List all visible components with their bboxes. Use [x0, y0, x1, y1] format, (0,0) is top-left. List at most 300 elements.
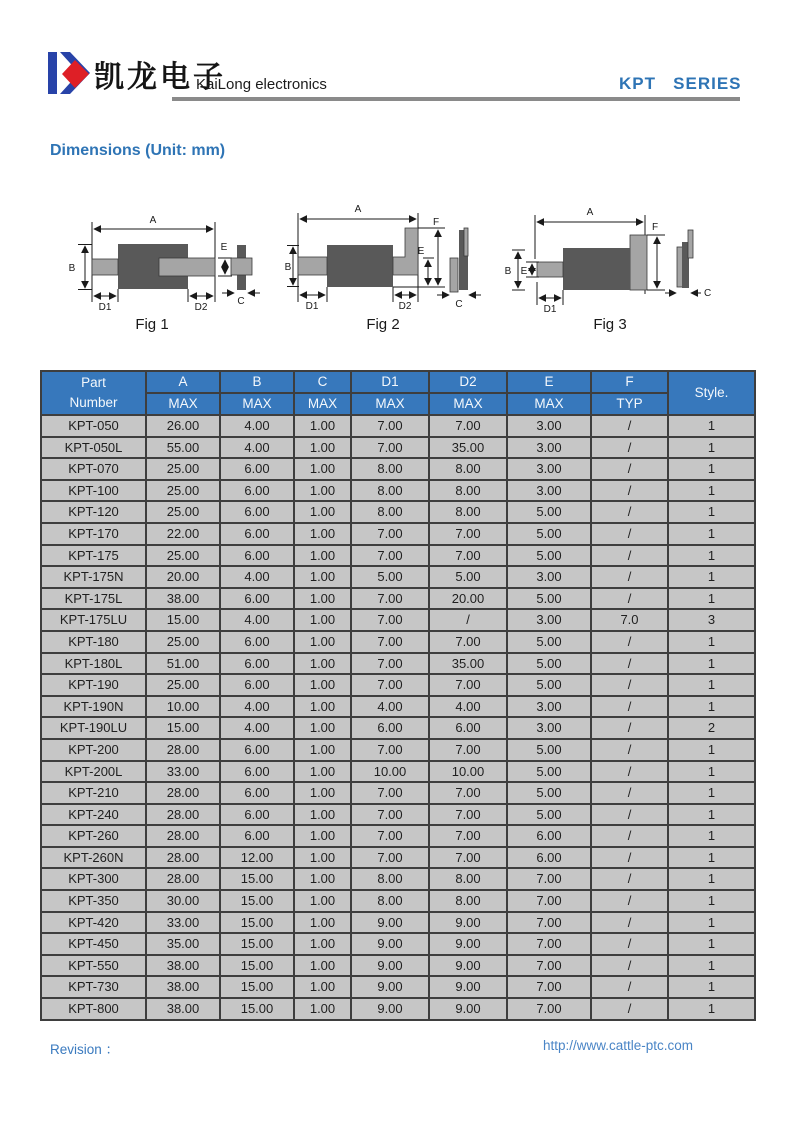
- value-cell: 3.00: [507, 566, 591, 588]
- value-cell: /: [591, 415, 668, 437]
- fig1-caption: Fig 1: [135, 316, 169, 333]
- part-number-cell: KPT-190LU: [41, 717, 146, 739]
- value-cell: 3.00: [507, 696, 591, 718]
- value-cell: 1.00: [294, 955, 351, 977]
- value-cell: 35.00: [146, 933, 220, 955]
- value-cell: /: [591, 588, 668, 610]
- value-cell: /: [591, 480, 668, 502]
- value-cell: 6.00: [220, 631, 294, 653]
- part-number-cell: KPT-260N: [41, 847, 146, 869]
- value-cell: 8.00: [351, 458, 429, 480]
- value-cell: 7.00: [429, 545, 507, 567]
- value-cell: 3.00: [507, 717, 591, 739]
- value-cell: 4.00: [220, 717, 294, 739]
- value-cell: 26.00: [146, 415, 220, 437]
- value-cell: 6.00: [220, 588, 294, 610]
- value-cell: 1: [668, 566, 755, 588]
- table-row: [41, 739, 755, 761]
- value-cell: 15.00: [220, 912, 294, 934]
- value-cell: /: [591, 825, 668, 847]
- value-cell: 8.00: [429, 458, 507, 480]
- revision-label: Revision ：: [50, 1042, 120, 1057]
- part-number-cell: KPT-240: [41, 804, 146, 826]
- table-row: [41, 912, 755, 934]
- value-cell: 15.00: [220, 955, 294, 977]
- value-cell: /: [591, 912, 668, 934]
- fig2-left-lead: [298, 257, 327, 275]
- value-cell: 7.00: [507, 955, 591, 977]
- value-cell: 15.00: [220, 976, 294, 998]
- table-row: [41, 696, 755, 718]
- value-cell: 8.00: [351, 501, 429, 523]
- value-cell: 9.00: [351, 955, 429, 977]
- value-cell: 7.00: [429, 631, 507, 653]
- value-cell: 9.00: [351, 976, 429, 998]
- table-row: [41, 566, 755, 588]
- part-number-cell: KPT-190: [41, 674, 146, 696]
- company-name-chinese: 凯龙电子: [94, 60, 226, 95]
- value-cell: 1: [668, 415, 755, 437]
- part-number-cell: KPT-300: [41, 868, 146, 890]
- fig2-body: [327, 245, 393, 287]
- value-cell: 3.00: [507, 609, 591, 631]
- value-cell: 8.00: [351, 868, 429, 890]
- value-cell: 6.00: [220, 782, 294, 804]
- value-cell: /: [591, 437, 668, 459]
- value-cell: 28.00: [146, 804, 220, 826]
- part-number-cell: KPT-200L: [41, 761, 146, 783]
- table-row: [41, 761, 755, 783]
- value-cell: 1: [668, 761, 755, 783]
- value-cell: 7.00: [351, 437, 429, 459]
- value-cell: 6.00: [429, 717, 507, 739]
- dim-label-d1: D1: [543, 304, 557, 315]
- value-cell: 8.00: [351, 480, 429, 502]
- part-number-cell: KPT-175N: [41, 566, 146, 588]
- value-cell: 28.00: [146, 739, 220, 761]
- value-cell: /: [591, 976, 668, 998]
- table-row: [41, 782, 755, 804]
- value-cell: 5.00: [507, 804, 591, 826]
- table-row: [41, 653, 755, 675]
- value-cell: /: [591, 523, 668, 545]
- value-cell: 1: [668, 933, 755, 955]
- col-header-a: A: [146, 371, 220, 393]
- value-cell: 4.00: [351, 696, 429, 718]
- value-cell: 35.00: [429, 437, 507, 459]
- dim-label-c: C: [455, 299, 463, 310]
- value-cell: 1.00: [294, 415, 351, 437]
- part-number-cell: KPT-050L: [41, 437, 146, 459]
- value-cell: 33.00: [146, 761, 220, 783]
- value-cell: 20.00: [429, 588, 507, 610]
- value-cell: 25.00: [146, 458, 220, 480]
- value-cell: /: [591, 545, 668, 567]
- value-cell: 7.00: [429, 847, 507, 869]
- table-row: [41, 847, 755, 869]
- value-cell: 4.00: [429, 696, 507, 718]
- value-cell: 1: [668, 696, 755, 718]
- value-cell: 7.00: [507, 868, 591, 890]
- value-cell: /: [591, 717, 668, 739]
- part-number-cell: KPT-180L: [41, 653, 146, 675]
- col-header-d2: D2: [429, 371, 507, 393]
- value-cell: 1.00: [294, 868, 351, 890]
- value-cell: 5.00: [429, 566, 507, 588]
- value-cell: 1: [668, 890, 755, 912]
- value-cell: 20.00: [146, 566, 220, 588]
- value-cell: /: [591, 696, 668, 718]
- col-header-e: E: [507, 371, 591, 393]
- value-cell: /: [591, 890, 668, 912]
- subheader-d2-max: MAX: [429, 393, 507, 415]
- value-cell: 7.0: [591, 609, 668, 631]
- part-number-cell: KPT-120: [41, 501, 146, 523]
- value-cell: /: [591, 566, 668, 588]
- value-cell: 1: [668, 545, 755, 567]
- value-cell: 51.00: [146, 653, 220, 675]
- value-cell: 7.00: [351, 674, 429, 696]
- value-cell: /: [591, 653, 668, 675]
- dim-label-b: B: [505, 266, 512, 277]
- value-cell: 7.00: [429, 739, 507, 761]
- value-cell: 4.00: [220, 566, 294, 588]
- fig3-body: [563, 248, 630, 290]
- value-cell: 1.00: [294, 912, 351, 934]
- value-cell: 9.00: [429, 933, 507, 955]
- series-title: KPT SERIES: [619, 74, 742, 93]
- dim-label-e: E: [520, 266, 528, 277]
- value-cell: 6.00: [220, 674, 294, 696]
- value-cell: 7.00: [507, 998, 591, 1020]
- value-cell: 1.00: [294, 804, 351, 826]
- value-cell: 6.00: [507, 847, 591, 869]
- dim-label-a: A: [586, 207, 594, 218]
- dim-label-a: A: [354, 204, 362, 215]
- value-cell: 1: [668, 782, 755, 804]
- part-number-cell: KPT-190N: [41, 696, 146, 718]
- table-row: [41, 588, 755, 610]
- fig1-drawing: [60, 197, 280, 342]
- fig1-right-lead: [159, 258, 215, 276]
- value-cell: 3.00: [507, 437, 591, 459]
- fig2-drawing: [285, 197, 500, 342]
- value-cell: 7.00: [351, 588, 429, 610]
- value-cell: 7.00: [429, 523, 507, 545]
- table-row: [41, 717, 755, 739]
- value-cell: 5.00: [507, 782, 591, 804]
- value-cell: 1.00: [294, 674, 351, 696]
- table-row: [41, 825, 755, 847]
- table-row: [41, 523, 755, 545]
- fig2-side-view: [450, 258, 458, 292]
- table-row: [41, 933, 755, 955]
- value-cell: 1.00: [294, 696, 351, 718]
- value-cell: 7.00: [507, 890, 591, 912]
- value-cell: 35.00: [429, 653, 507, 675]
- value-cell: 1: [668, 437, 755, 459]
- value-cell: /: [591, 782, 668, 804]
- fig3-tab: [630, 235, 647, 290]
- value-cell: 1.00: [294, 782, 351, 804]
- value-cell: 1.00: [294, 717, 351, 739]
- value-cell: 1: [668, 653, 755, 675]
- value-cell: 9.00: [351, 933, 429, 955]
- header-divider: [172, 97, 740, 101]
- value-cell: 30.00: [146, 890, 220, 912]
- table-row: [41, 545, 755, 567]
- value-cell: 3: [668, 609, 755, 631]
- value-cell: 7.00: [429, 674, 507, 696]
- value-cell: /: [591, 674, 668, 696]
- dim-label-f: F: [651, 222, 659, 233]
- table-row: [41, 415, 755, 437]
- value-cell: 10.00: [351, 761, 429, 783]
- value-cell: 15.00: [220, 998, 294, 1020]
- value-cell: 55.00: [146, 437, 220, 459]
- value-cell: /: [591, 501, 668, 523]
- part-number-cell: KPT-100: [41, 480, 146, 502]
- value-cell: 5.00: [507, 523, 591, 545]
- table-row: [41, 955, 755, 977]
- value-cell: /: [591, 868, 668, 890]
- value-cell: 1: [668, 825, 755, 847]
- part-number-cell: KPT-260: [41, 825, 146, 847]
- table-row: [41, 890, 755, 912]
- value-cell: 1.00: [294, 458, 351, 480]
- value-cell: 6.00: [220, 458, 294, 480]
- value-cell: 1.00: [294, 847, 351, 869]
- value-cell: 6.00: [220, 501, 294, 523]
- value-cell: 9.00: [351, 998, 429, 1020]
- fig2-caption: Fig 2: [366, 316, 400, 333]
- value-cell: 5.00: [507, 761, 591, 783]
- value-cell: 7.00: [351, 804, 429, 826]
- table-row: [41, 501, 755, 523]
- subheader-a-max: MAX: [146, 393, 220, 415]
- value-cell: 28.00: [146, 868, 220, 890]
- col-header-b: B: [220, 371, 294, 393]
- kailong-logo-icon: [46, 50, 92, 96]
- value-cell: 33.00: [146, 912, 220, 934]
- value-cell: 25.00: [146, 501, 220, 523]
- value-cell: 3.00: [507, 415, 591, 437]
- dim-label-d2: D2: [398, 301, 412, 312]
- part-number-cell: KPT-350: [41, 890, 146, 912]
- value-cell: 8.00: [429, 890, 507, 912]
- value-cell: 15.00: [220, 868, 294, 890]
- value-cell: 1.00: [294, 933, 351, 955]
- value-cell: 7.00: [507, 912, 591, 934]
- value-cell: 1.00: [294, 609, 351, 631]
- fig2-right-lead: [393, 228, 418, 275]
- value-cell: 38.00: [146, 976, 220, 998]
- website-link[interactable]: http://www.cattle-ptc.com: [543, 1038, 694, 1053]
- value-cell: 5.00: [507, 739, 591, 761]
- value-cell: /: [591, 631, 668, 653]
- value-cell: 1: [668, 588, 755, 610]
- value-cell: 1.00: [294, 739, 351, 761]
- value-cell: 7.00: [351, 739, 429, 761]
- logo-diamond: [62, 60, 89, 88]
- value-cell: 22.00: [146, 523, 220, 545]
- value-cell: 4.00: [220, 609, 294, 631]
- value-cell: 12.00: [220, 847, 294, 869]
- value-cell: 9.00: [429, 912, 507, 934]
- value-cell: 6.00: [220, 480, 294, 502]
- value-cell: 9.00: [429, 955, 507, 977]
- part-number-cell: KPT-175LU: [41, 609, 146, 631]
- value-cell: 9.00: [429, 976, 507, 998]
- dim-label-b: B: [68, 263, 76, 274]
- table-row: [41, 609, 755, 631]
- value-cell: 5.00: [351, 566, 429, 588]
- value-cell: 1: [668, 976, 755, 998]
- col-header-part-number: Part Number: [41, 371, 146, 415]
- part-number-cell: KPT-175: [41, 545, 146, 567]
- dim-label-c: C: [704, 288, 712, 299]
- dimensions-table-body: [41, 415, 755, 1020]
- value-cell: 8.00: [429, 501, 507, 523]
- value-cell: 8.00: [429, 480, 507, 502]
- value-cell: /: [591, 955, 668, 977]
- value-cell: 25.00: [146, 545, 220, 567]
- value-cell: 1.00: [294, 653, 351, 675]
- value-cell: 1: [668, 501, 755, 523]
- value-cell: /: [591, 761, 668, 783]
- table-row: [41, 998, 755, 1020]
- value-cell: 1: [668, 847, 755, 869]
- part-number-cell: KPT-800: [41, 998, 146, 1020]
- value-cell: 7.00: [351, 847, 429, 869]
- value-cell: 6.00: [220, 761, 294, 783]
- value-cell: 7.00: [429, 415, 507, 437]
- value-cell: 7.00: [351, 653, 429, 675]
- value-cell: 6.00: [220, 804, 294, 826]
- value-cell: 1: [668, 523, 755, 545]
- value-cell: 7.00: [351, 825, 429, 847]
- value-cell: 38.00: [146, 955, 220, 977]
- value-cell: /: [591, 847, 668, 869]
- value-cell: /: [591, 933, 668, 955]
- part-number-cell: KPT-175L: [41, 588, 146, 610]
- value-cell: /: [591, 804, 668, 826]
- value-cell: 4.00: [220, 437, 294, 459]
- value-cell: 5.00: [507, 631, 591, 653]
- table-row: [41, 437, 755, 459]
- value-cell: 7.00: [351, 545, 429, 567]
- value-cell: 1.00: [294, 523, 351, 545]
- subheader-c-max: MAX: [294, 393, 351, 415]
- value-cell: 1.00: [294, 588, 351, 610]
- dimensions-table: [40, 370, 756, 1021]
- part-number-cell: KPT-050: [41, 415, 146, 437]
- value-cell: 15.00: [146, 609, 220, 631]
- value-cell: 25.00: [146, 480, 220, 502]
- table-row: [41, 631, 755, 653]
- value-cell: 9.00: [351, 912, 429, 934]
- value-cell: 6.00: [220, 825, 294, 847]
- value-cell: 7.00: [429, 825, 507, 847]
- dim-label-f: F: [432, 217, 440, 228]
- value-cell: 25.00: [146, 631, 220, 653]
- table-row: [41, 976, 755, 998]
- part-number-cell: KPT-070: [41, 458, 146, 480]
- value-cell: 1: [668, 998, 755, 1020]
- col-header-f: F: [591, 371, 668, 393]
- value-cell: 8.00: [351, 890, 429, 912]
- value-cell: 5.00: [507, 588, 591, 610]
- value-cell: 1: [668, 458, 755, 480]
- value-cell: /: [591, 458, 668, 480]
- value-cell: 10.00: [146, 696, 220, 718]
- value-cell: 1.00: [294, 631, 351, 653]
- value-cell: 1: [668, 480, 755, 502]
- value-cell: 1.00: [294, 890, 351, 912]
- value-cell: 1.00: [294, 998, 351, 1020]
- value-cell: 1: [668, 739, 755, 761]
- part-number-cell: KPT-210: [41, 782, 146, 804]
- dim-label-e: E: [417, 246, 425, 257]
- logo-bar: [48, 52, 57, 94]
- value-cell: 6.00: [220, 739, 294, 761]
- subheader-f-typ: TYP: [591, 393, 668, 415]
- value-cell: 5.00: [507, 545, 591, 567]
- company-name-english: KaiLong electronics: [196, 76, 327, 93]
- part-number-cell: KPT-730: [41, 976, 146, 998]
- subheader-b-max: MAX: [220, 393, 294, 415]
- value-cell: 1.00: [294, 825, 351, 847]
- part-number-cell: KPT-180: [41, 631, 146, 653]
- value-cell: 1.00: [294, 976, 351, 998]
- value-cell: 1: [668, 955, 755, 977]
- dim-label-c: C: [237, 296, 245, 307]
- fig1-left-lead: [92, 259, 118, 275]
- value-cell: 8.00: [429, 868, 507, 890]
- value-cell: 5.00: [507, 501, 591, 523]
- col-header-c: C: [294, 371, 351, 393]
- part-number-cell: KPT-200: [41, 739, 146, 761]
- part-number-cell: KPT-450: [41, 933, 146, 955]
- value-cell: 7.00: [351, 609, 429, 631]
- value-cell: 6.00: [220, 523, 294, 545]
- value-cell: 5.00: [507, 653, 591, 675]
- value-cell: 28.00: [146, 782, 220, 804]
- col-header-d1: D1: [351, 371, 429, 393]
- value-cell: 7.00: [507, 933, 591, 955]
- value-cell: 7.00: [351, 523, 429, 545]
- dim-label-b: B: [285, 262, 292, 273]
- table-row: [41, 480, 755, 502]
- part-number-cell: KPT-550: [41, 955, 146, 977]
- value-cell: /: [591, 739, 668, 761]
- dim-label-d2: D2: [194, 302, 208, 313]
- value-cell: 1: [668, 674, 755, 696]
- value-cell: 25.00: [146, 674, 220, 696]
- value-cell: 7.00: [351, 631, 429, 653]
- value-cell: 3.00: [507, 458, 591, 480]
- value-cell: 7.00: [351, 415, 429, 437]
- value-cell: 38.00: [146, 998, 220, 1020]
- value-cell: 1.00: [294, 480, 351, 502]
- value-cell: 1: [668, 912, 755, 934]
- page-title: Dimensions (Unit: mm): [50, 142, 226, 159]
- value-cell: 4.00: [220, 696, 294, 718]
- value-cell: 4.00: [220, 415, 294, 437]
- value-cell: 15.00: [146, 717, 220, 739]
- value-cell: 5.00: [507, 674, 591, 696]
- value-cell: 1.00: [294, 501, 351, 523]
